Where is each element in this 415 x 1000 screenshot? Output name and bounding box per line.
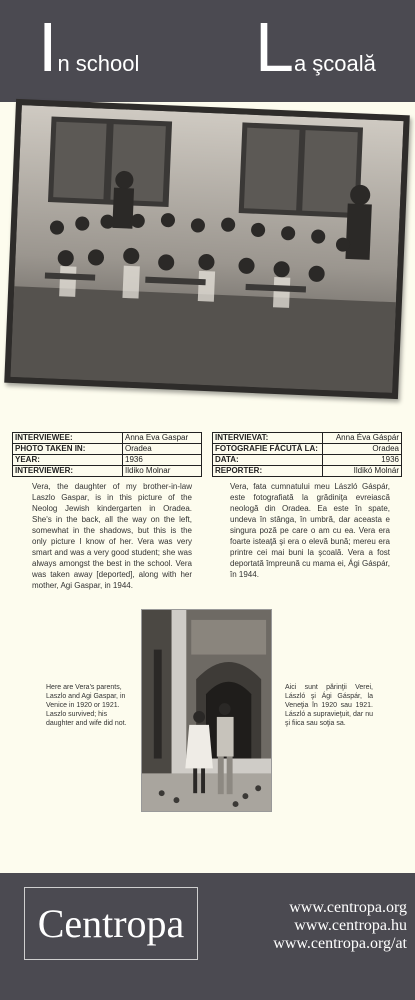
- info-value: Oradea: [323, 444, 402, 455]
- info-value: Anna Éva Gáspár: [323, 433, 402, 444]
- logo-text: Centropa: [37, 901, 185, 946]
- info-table-romanian: [212, 432, 402, 477]
- table-row: [13, 444, 202, 455]
- kindergarten-photo-image: [10, 105, 403, 393]
- table-row: [13, 433, 202, 444]
- info-value: Ildikó Molnár: [323, 466, 402, 477]
- info-value: Anna Eva Gaspar: [123, 433, 202, 444]
- info-label: INTERVIEWER:: [13, 466, 123, 477]
- table-row: [213, 433, 402, 444]
- venice-photo-image: [142, 610, 271, 811]
- info-label: PHOTO TAKEN IN:: [13, 444, 123, 455]
- info-label: YEAR:: [13, 455, 123, 466]
- title-romanian-rest: a şcoală: [293, 51, 376, 76]
- caption-english: Here are Vera's parents, Laszlo and Agi Gaspar, in Venice in 1920 or 1921. Laszlo survived; his daughter and wife did not.: [46, 684, 127, 727]
- footer-banner: [0, 873, 415, 1000]
- info-table-english: [12, 432, 202, 477]
- table-row: [13, 455, 202, 466]
- info-label: INTERVIEWEE:: [13, 433, 123, 444]
- website-link[interactable]: www.centropa.org/at: [273, 935, 407, 952]
- venice-photo: [141, 609, 272, 812]
- title-english-rest: n school: [57, 51, 140, 76]
- table-row: [213, 444, 402, 455]
- kindergarten-photo: [4, 99, 410, 399]
- header-banner: [0, 0, 415, 102]
- info-value: 1936: [123, 455, 202, 466]
- website-link[interactable]: www.centropa.org: [289, 899, 407, 916]
- story-text-english: Vera, the daughter of my brother-in-law Laszlo Gaspar, is in this picture of the Neolog Jewish kindergarten in Oradea. She's in the back, all the way on the left, somewhat in the shadows, but this is the only picture I know of her. Vera was very smart and was a very good student; she was always amongst the best in the school. Vera was taken away [deported], along with her mother, Agi Gaspar, in 1944.: [32, 482, 192, 590]
- table-row: [13, 466, 202, 477]
- title-romanian: [255, 8, 376, 86]
- story-text-romanian: Vera, fata cumnatului meu László Gáspár, este fotografiată la grădiniţa evreiască neologă din Oradea. Ea este în spate, undeva în stânga, în umbră, dar aceasta e singura poză pe care o am cu ea. Vera era foarte isteaţă şi era o elevă bună; mereu era printre cei mai buni la şcoală. Vera a fost deportată împreună cu mama ei, Ági Gáspár, în 1944.: [230, 482, 390, 579]
- table-row: [213, 455, 402, 466]
- info-value: 1936: [323, 455, 402, 466]
- caption-romanian: Aici sunt părinţii Verei, László şi Ági Gáspár, la Veneţia în 1920 sau 1921. László a supravieţuit, dar nu şi fiica sau soţia sa.: [285, 684, 373, 727]
- centropa-logo: [24, 887, 198, 960]
- info-value: Ildiko Molnar: [123, 466, 202, 477]
- title-english: [38, 8, 140, 86]
- info-label: FOTOGRAFIE FĂCUTĂ LA:: [213, 444, 323, 455]
- info-value: Oradea: [123, 444, 202, 455]
- table-row: [213, 466, 402, 477]
- website-links: [273, 899, 407, 953]
- info-label: REPORTER:: [213, 466, 323, 477]
- title-english-initial: I: [38, 8, 58, 86]
- website-link[interactable]: www.centropa.hu: [294, 917, 407, 934]
- info-label: DATA:: [213, 455, 323, 466]
- title-romanian-initial: L: [255, 8, 294, 86]
- info-label: INTERVIEVAT:: [213, 433, 323, 444]
